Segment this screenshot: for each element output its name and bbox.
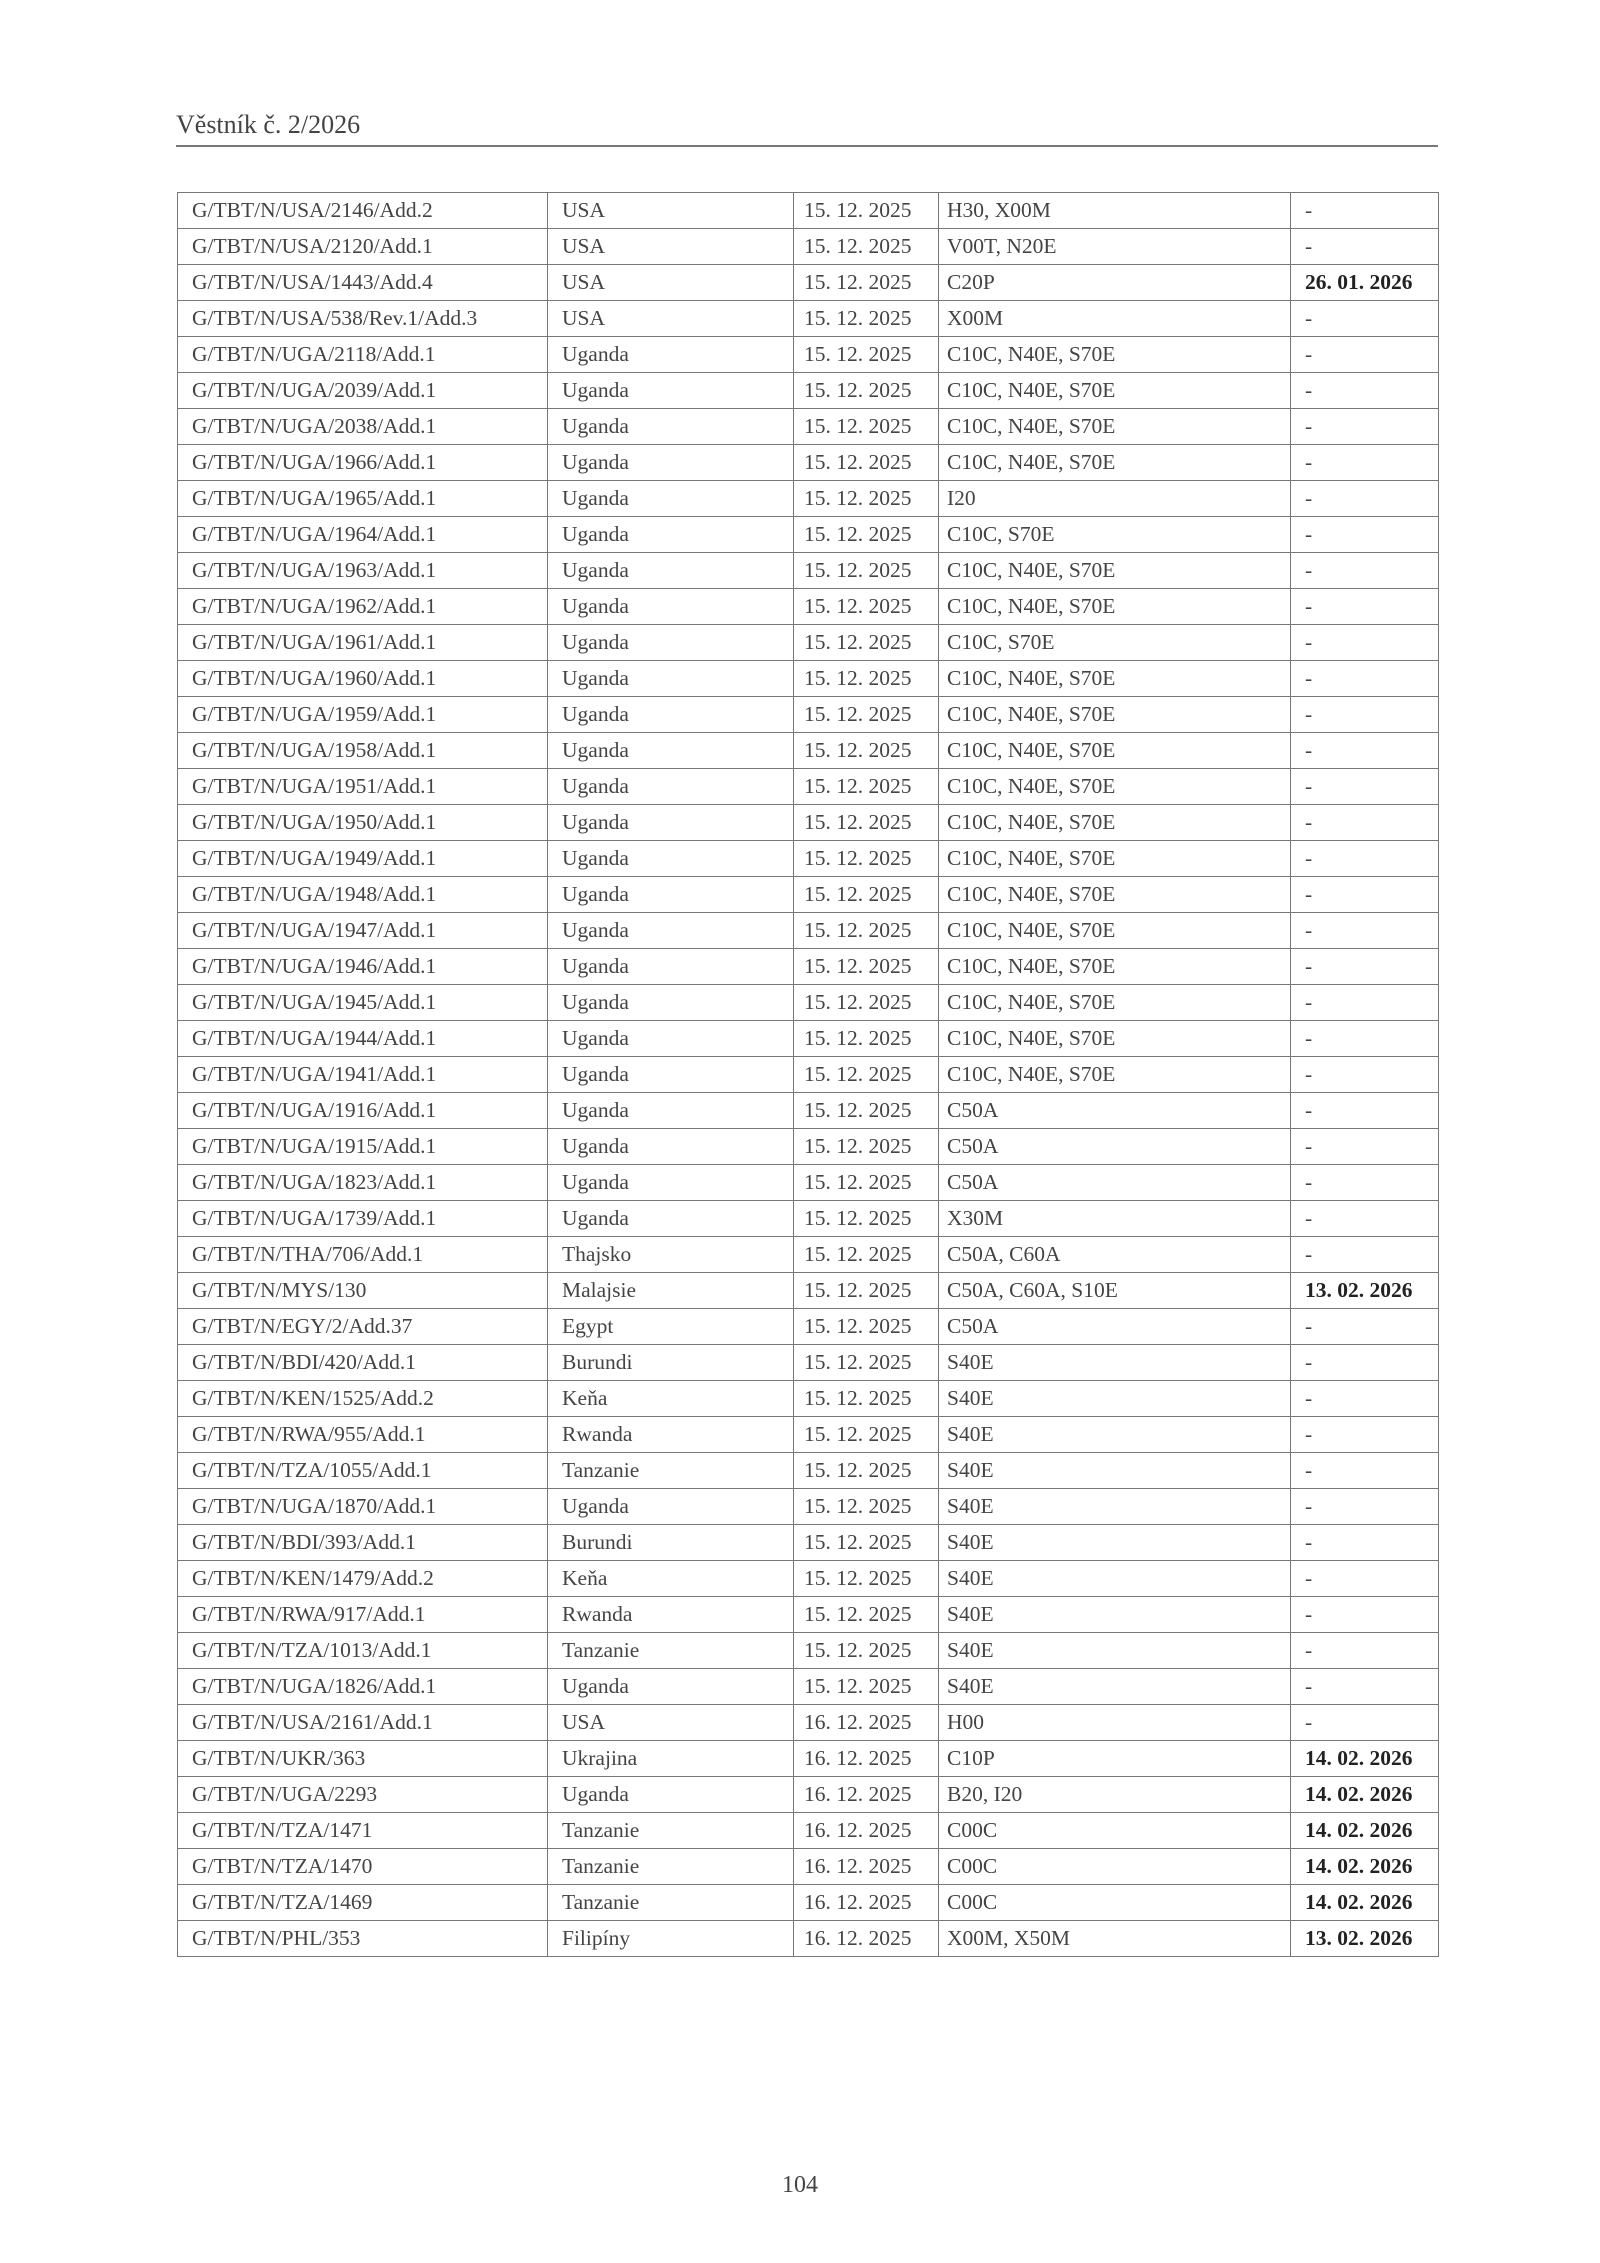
date-cell: 15. 12. 2025	[794, 337, 939, 373]
notification-id-cell: G/TBT/N/UGA/1944/Add.1	[178, 1021, 548, 1057]
country-cell: Keňa	[548, 1561, 794, 1597]
deadline-cell: -	[1291, 409, 1439, 445]
country-cell: Uganda	[548, 913, 794, 949]
date-cell: 15. 12. 2025	[794, 949, 939, 985]
deadline-cell: 26. 01. 2026	[1291, 265, 1439, 301]
date-cell: 15. 12. 2025	[794, 1633, 939, 1669]
date-cell: 15. 12. 2025	[794, 1021, 939, 1057]
notification-id-cell: G/TBT/N/USA/2146/Add.2	[178, 193, 548, 229]
notification-id-cell: G/TBT/N/UGA/1945/Add.1	[178, 985, 548, 1021]
table-row	[178, 949, 1439, 985]
product-codes-cell: C10C, N40E, S70E	[939, 589, 1291, 625]
country-cell: Uganda	[548, 517, 794, 553]
country-cell: Tanzanie	[548, 1885, 794, 1921]
product-codes-cell: X00M, X50M	[939, 1921, 1291, 1957]
notification-id-cell: G/TBT/N/UGA/1947/Add.1	[178, 913, 548, 949]
table-row	[178, 1273, 1439, 1309]
product-codes-cell: C10C, N40E, S70E	[939, 409, 1291, 445]
product-codes-cell: S40E	[939, 1417, 1291, 1453]
country-cell: Uganda	[548, 337, 794, 373]
country-cell: Malajsie	[548, 1273, 794, 1309]
date-cell: 15. 12. 2025	[794, 265, 939, 301]
table-row	[178, 661, 1439, 697]
table-row	[178, 409, 1439, 445]
deadline-cell: -	[1291, 445, 1439, 481]
country-cell: Thajsko	[548, 1237, 794, 1273]
table-row	[178, 1633, 1439, 1669]
product-codes-cell: V00T, N20E	[939, 229, 1291, 265]
country-cell: Uganda	[548, 877, 794, 913]
notification-id-cell: G/TBT/N/MYS/130	[178, 1273, 548, 1309]
date-cell: 16. 12. 2025	[794, 1885, 939, 1921]
notification-id-cell: G/TBT/N/UGA/1964/Add.1	[178, 517, 548, 553]
product-codes-cell: S40E	[939, 1561, 1291, 1597]
notification-id-cell: G/TBT/N/TZA/1469	[178, 1885, 548, 1921]
table-row	[178, 841, 1439, 877]
table-row	[178, 733, 1439, 769]
deadline-cell: 14. 02. 2026	[1291, 1777, 1439, 1813]
deadline-cell: 14. 02. 2026	[1291, 1849, 1439, 1885]
country-cell: USA	[548, 1705, 794, 1741]
notification-id-cell: G/TBT/N/UGA/1826/Add.1	[178, 1669, 548, 1705]
deadline-cell: -	[1291, 1669, 1439, 1705]
notification-id-cell: G/TBT/N/UGA/2118/Add.1	[178, 337, 548, 373]
table-row	[178, 301, 1439, 337]
notification-id-cell: G/TBT/N/TZA/1055/Add.1	[178, 1453, 548, 1489]
notification-id-cell: G/TBT/N/USA/2161/Add.1	[178, 1705, 548, 1741]
deadline-cell: -	[1291, 1597, 1439, 1633]
product-codes-cell: C00C	[939, 1885, 1291, 1921]
notification-id-cell: G/TBT/N/USA/538/Rev.1/Add.3	[178, 301, 548, 337]
date-cell: 15. 12. 2025	[794, 1489, 939, 1525]
country-cell: Egypt	[548, 1309, 794, 1345]
table-row	[178, 625, 1439, 661]
date-cell: 16. 12. 2025	[794, 1741, 939, 1777]
deadline-cell: -	[1291, 553, 1439, 589]
table-row	[178, 1525, 1439, 1561]
table-row	[178, 193, 1439, 229]
notification-id-cell: G/TBT/N/UGA/2293	[178, 1777, 548, 1813]
product-codes-cell: B20, I20	[939, 1777, 1291, 1813]
product-codes-cell: C10C, N40E, S70E	[939, 769, 1291, 805]
product-codes-cell: S40E	[939, 1525, 1291, 1561]
date-cell: 15. 12. 2025	[794, 841, 939, 877]
table-row	[178, 1165, 1439, 1201]
notification-id-cell: G/TBT/N/RWA/917/Add.1	[178, 1597, 548, 1633]
date-cell: 15. 12. 2025	[794, 553, 939, 589]
country-cell: Uganda	[548, 1093, 794, 1129]
date-cell: 15. 12. 2025	[794, 625, 939, 661]
country-cell: USA	[548, 229, 794, 265]
date-cell: 15. 12. 2025	[794, 1057, 939, 1093]
product-codes-cell: C10C, N40E, S70E	[939, 337, 1291, 373]
deadline-cell: -	[1291, 985, 1439, 1021]
product-codes-cell: C50A	[939, 1165, 1291, 1201]
date-cell: 15. 12. 2025	[794, 1561, 939, 1597]
notification-id-cell: G/TBT/N/UGA/2038/Add.1	[178, 409, 548, 445]
product-codes-cell: C10C, N40E, S70E	[939, 553, 1291, 589]
notification-id-cell: G/TBT/N/UGA/1823/Add.1	[178, 1165, 548, 1201]
country-cell: Uganda	[548, 661, 794, 697]
page-number: 104	[782, 2172, 818, 2198]
date-cell: 15. 12. 2025	[794, 1669, 939, 1705]
deadline-cell: -	[1291, 1237, 1439, 1273]
country-cell: Uganda	[548, 985, 794, 1021]
date-cell: 15. 12. 2025	[794, 229, 939, 265]
notification-id-cell: G/TBT/N/UGA/1949/Add.1	[178, 841, 548, 877]
country-cell: Tanzanie	[548, 1813, 794, 1849]
deadline-cell: -	[1291, 1417, 1439, 1453]
table-row	[178, 1813, 1439, 1849]
notification-id-cell: G/TBT/N/UGA/1739/Add.1	[178, 1201, 548, 1237]
deadline-cell: -	[1291, 841, 1439, 877]
date-cell: 15. 12. 2025	[794, 1309, 939, 1345]
product-codes-cell: X30M	[939, 1201, 1291, 1237]
date-cell: 16. 12. 2025	[794, 1813, 939, 1849]
table-row	[178, 373, 1439, 409]
product-codes-cell: I20	[939, 481, 1291, 517]
table-row	[178, 1093, 1439, 1129]
product-codes-cell: C10C, N40E, S70E	[939, 733, 1291, 769]
notification-id-cell: G/TBT/N/TZA/1013/Add.1	[178, 1633, 548, 1669]
notification-id-cell: G/TBT/N/TZA/1470	[178, 1849, 548, 1885]
notification-id-cell: G/TBT/N/UGA/1941/Add.1	[178, 1057, 548, 1093]
table-row	[178, 1669, 1439, 1705]
deadline-cell: 13. 02. 2026	[1291, 1921, 1439, 1957]
country-cell: Uganda	[548, 1021, 794, 1057]
country-cell: Burundi	[548, 1345, 794, 1381]
date-cell: 15. 12. 2025	[794, 877, 939, 913]
notification-id-cell: G/TBT/N/UGA/1958/Add.1	[178, 733, 548, 769]
date-cell: 15. 12. 2025	[794, 193, 939, 229]
date-cell: 15. 12. 2025	[794, 1129, 939, 1165]
product-codes-cell: C10C, N40E, S70E	[939, 985, 1291, 1021]
table-row	[178, 1777, 1439, 1813]
notification-id-cell: G/TBT/N/PHL/353	[178, 1921, 548, 1957]
product-codes-cell: C10C, N40E, S70E	[939, 661, 1291, 697]
table-row	[178, 1453, 1439, 1489]
date-cell: 15. 12. 2025	[794, 1201, 939, 1237]
table-row	[178, 445, 1439, 481]
notification-id-cell: G/TBT/N/UGA/1963/Add.1	[178, 553, 548, 589]
date-cell: 15. 12. 2025	[794, 445, 939, 481]
notification-id-cell: G/TBT/N/KEN/1525/Add.2	[178, 1381, 548, 1417]
notifications-table	[177, 192, 1439, 1957]
table-row	[178, 1921, 1439, 1957]
product-codes-cell: C10C, N40E, S70E	[939, 877, 1291, 913]
table-row	[178, 1597, 1439, 1633]
notification-id-cell: G/TBT/N/UGA/1959/Add.1	[178, 697, 548, 733]
country-cell: Uganda	[548, 445, 794, 481]
date-cell: 15. 12. 2025	[794, 697, 939, 733]
product-codes-cell: C10P	[939, 1741, 1291, 1777]
deadline-cell: -	[1291, 697, 1439, 733]
deadline-cell: -	[1291, 301, 1439, 337]
product-codes-cell: C10C, N40E, S70E	[939, 445, 1291, 481]
date-cell: 15. 12. 2025	[794, 1345, 939, 1381]
product-codes-cell: H30, X00M	[939, 193, 1291, 229]
date-cell: 15. 12. 2025	[794, 373, 939, 409]
table-row	[178, 913, 1439, 949]
country-cell: USA	[548, 193, 794, 229]
notification-id-cell: G/TBT/N/UGA/1961/Add.1	[178, 625, 548, 661]
date-cell: 15. 12. 2025	[794, 913, 939, 949]
deadline-cell: 14. 02. 2026	[1291, 1813, 1439, 1849]
date-cell: 15. 12. 2025	[794, 1165, 939, 1201]
table-row	[178, 265, 1439, 301]
notification-id-cell: G/TBT/N/UGA/1966/Add.1	[178, 445, 548, 481]
notification-id-cell: G/TBT/N/TZA/1471	[178, 1813, 548, 1849]
country-cell: Uganda	[548, 1489, 794, 1525]
table-row	[178, 1345, 1439, 1381]
notification-id-cell: G/TBT/N/BDI/393/Add.1	[178, 1525, 548, 1561]
date-cell: 15. 12. 2025	[794, 517, 939, 553]
product-codes-cell: H00	[939, 1705, 1291, 1741]
deadline-cell: -	[1291, 1705, 1439, 1741]
country-cell: Uganda	[548, 841, 794, 877]
deadline-cell: -	[1291, 1381, 1439, 1417]
product-codes-cell: C10C, N40E, S70E	[939, 697, 1291, 733]
date-cell: 15. 12. 2025	[794, 805, 939, 841]
table-row	[178, 1705, 1439, 1741]
deadline-cell: -	[1291, 337, 1439, 373]
country-cell: Rwanda	[548, 1417, 794, 1453]
date-cell: 16. 12. 2025	[794, 1777, 939, 1813]
product-codes-cell: S40E	[939, 1345, 1291, 1381]
table-row	[178, 1741, 1439, 1777]
product-codes-cell: C10C, N40E, S70E	[939, 913, 1291, 949]
product-codes-cell: C10C, S70E	[939, 625, 1291, 661]
notification-id-cell: G/TBT/N/KEN/1479/Add.2	[178, 1561, 548, 1597]
date-cell: 15. 12. 2025	[794, 733, 939, 769]
date-cell: 16. 12. 2025	[794, 1921, 939, 1957]
table-row	[178, 1381, 1439, 1417]
country-cell: Burundi	[548, 1525, 794, 1561]
product-codes-cell: C50A	[939, 1129, 1291, 1165]
table-row	[178, 1201, 1439, 1237]
deadline-cell: -	[1291, 949, 1439, 985]
product-codes-cell: C10C, N40E, S70E	[939, 841, 1291, 877]
product-codes-cell: C10C, N40E, S70E	[939, 373, 1291, 409]
table-row	[178, 985, 1439, 1021]
deadline-cell: -	[1291, 1453, 1439, 1489]
deadline-cell: -	[1291, 1093, 1439, 1129]
deadline-cell: -	[1291, 877, 1439, 913]
deadline-cell: -	[1291, 193, 1439, 229]
table-row	[178, 1417, 1439, 1453]
product-codes-cell: C00C	[939, 1849, 1291, 1885]
notification-id-cell: G/TBT/N/UGA/1965/Add.1	[178, 481, 548, 517]
country-cell: Uganda	[548, 769, 794, 805]
notification-id-cell: G/TBT/N/UGA/2039/Add.1	[178, 373, 548, 409]
notification-id-cell: G/TBT/N/THA/706/Add.1	[178, 1237, 548, 1273]
country-cell: Filipíny	[548, 1921, 794, 1957]
product-codes-cell: S40E	[939, 1381, 1291, 1417]
date-cell: 15. 12. 2025	[794, 1381, 939, 1417]
notification-id-cell: G/TBT/N/UKR/363	[178, 1741, 548, 1777]
deadline-cell: -	[1291, 913, 1439, 949]
date-cell: 15. 12. 2025	[794, 1525, 939, 1561]
product-codes-cell: C20P	[939, 265, 1291, 301]
deadline-cell: -	[1291, 229, 1439, 265]
date-cell: 15. 12. 2025	[794, 589, 939, 625]
date-cell: 15. 12. 2025	[794, 1093, 939, 1129]
table-row	[178, 229, 1439, 265]
deadline-cell: -	[1291, 1525, 1439, 1561]
country-cell: Rwanda	[548, 1597, 794, 1633]
country-cell: Uganda	[548, 1165, 794, 1201]
table-row	[178, 1489, 1439, 1525]
table-row	[178, 805, 1439, 841]
country-cell: Uganda	[548, 733, 794, 769]
notification-id-cell: G/TBT/N/UGA/1951/Add.1	[178, 769, 548, 805]
table-row	[178, 1021, 1439, 1057]
product-codes-cell: S40E	[939, 1489, 1291, 1525]
product-codes-cell: S40E	[939, 1597, 1291, 1633]
deadline-cell: -	[1291, 625, 1439, 661]
product-codes-cell: C50A, C60A, S10E	[939, 1273, 1291, 1309]
country-cell: Uganda	[548, 373, 794, 409]
deadline-cell: -	[1291, 1345, 1439, 1381]
notification-id-cell: G/TBT/N/USA/2120/Add.1	[178, 229, 548, 265]
date-cell: 15. 12. 2025	[794, 1453, 939, 1489]
date-cell: 15. 12. 2025	[794, 769, 939, 805]
notification-id-cell: G/TBT/N/BDI/420/Add.1	[178, 1345, 548, 1381]
table-row	[178, 517, 1439, 553]
product-codes-cell: S40E	[939, 1453, 1291, 1489]
country-cell: Uganda	[548, 1057, 794, 1093]
notification-id-cell: G/TBT/N/USA/1443/Add.4	[178, 265, 548, 301]
product-codes-cell: C10C, S70E	[939, 517, 1291, 553]
country-cell: USA	[548, 301, 794, 337]
country-cell: Uganda	[548, 481, 794, 517]
date-cell: 15. 12. 2025	[794, 661, 939, 697]
product-codes-cell: C50A	[939, 1093, 1291, 1129]
country-cell: Uganda	[548, 697, 794, 733]
product-codes-cell: S40E	[939, 1669, 1291, 1705]
table-row	[178, 769, 1439, 805]
country-cell: Ukrajina	[548, 1741, 794, 1777]
table-row	[178, 337, 1439, 373]
table-row	[178, 1849, 1439, 1885]
country-cell: Uganda	[548, 589, 794, 625]
country-cell: Tanzanie	[548, 1453, 794, 1489]
country-cell: Uganda	[548, 409, 794, 445]
deadline-cell: 14. 02. 2026	[1291, 1741, 1439, 1777]
product-codes-cell: C00C	[939, 1813, 1291, 1849]
date-cell: 15. 12. 2025	[794, 481, 939, 517]
deadline-cell: -	[1291, 1129, 1439, 1165]
notification-id-cell: G/TBT/N/UGA/1870/Add.1	[178, 1489, 548, 1525]
notification-id-cell: G/TBT/N/UGA/1916/Add.1	[178, 1093, 548, 1129]
date-cell: 16. 12. 2025	[794, 1705, 939, 1741]
header-divider	[176, 145, 1438, 147]
table-row	[178, 877, 1439, 913]
product-codes-cell: S40E	[939, 1633, 1291, 1669]
table-row	[178, 1237, 1439, 1273]
country-cell: Uganda	[548, 553, 794, 589]
deadline-cell: -	[1291, 1165, 1439, 1201]
deadline-cell: 13. 02. 2026	[1291, 1273, 1439, 1309]
deadline-cell: -	[1291, 517, 1439, 553]
deadline-cell: -	[1291, 1057, 1439, 1093]
table-row	[178, 1309, 1439, 1345]
deadline-cell: -	[1291, 589, 1439, 625]
deadline-cell: -	[1291, 1201, 1439, 1237]
deadline-cell: -	[1291, 1633, 1439, 1669]
notification-id-cell: G/TBT/N/UGA/1948/Add.1	[178, 877, 548, 913]
product-codes-cell: C10C, N40E, S70E	[939, 1057, 1291, 1093]
table-row	[178, 1057, 1439, 1093]
product-codes-cell: C50A, C60A	[939, 1237, 1291, 1273]
notification-id-cell: G/TBT/N/UGA/1946/Add.1	[178, 949, 548, 985]
date-cell: 16. 12. 2025	[794, 1849, 939, 1885]
table-row	[178, 553, 1439, 589]
deadline-cell: -	[1291, 1021, 1439, 1057]
deadline-cell: -	[1291, 1489, 1439, 1525]
deadline-cell: -	[1291, 769, 1439, 805]
notification-id-cell: G/TBT/N/RWA/955/Add.1	[178, 1417, 548, 1453]
deadline-cell: -	[1291, 481, 1439, 517]
date-cell: 15. 12. 2025	[794, 1273, 939, 1309]
product-codes-cell: C10C, N40E, S70E	[939, 805, 1291, 841]
deadline-cell: -	[1291, 661, 1439, 697]
notification-id-cell: G/TBT/N/UGA/1962/Add.1	[178, 589, 548, 625]
country-cell: Uganda	[548, 1129, 794, 1165]
country-cell: Tanzanie	[548, 1633, 794, 1669]
date-cell: 15. 12. 2025	[794, 1597, 939, 1633]
notification-id-cell: G/TBT/N/UGA/1960/Add.1	[178, 661, 548, 697]
deadline-cell: -	[1291, 1561, 1439, 1597]
date-cell: 15. 12. 2025	[794, 1237, 939, 1273]
table-row	[178, 697, 1439, 733]
deadline-cell: -	[1291, 373, 1439, 409]
product-codes-cell: C10C, N40E, S70E	[939, 949, 1291, 985]
product-codes-cell: C50A	[939, 1309, 1291, 1345]
country-cell: Uganda	[548, 1669, 794, 1705]
table-row	[178, 1129, 1439, 1165]
deadline-cell: -	[1291, 1309, 1439, 1345]
page-header-title: Věstník č. 2/2026	[176, 110, 361, 139]
product-codes-cell: X00M	[939, 301, 1291, 337]
table-row	[178, 1561, 1439, 1597]
date-cell: 15. 12. 2025	[794, 1417, 939, 1453]
date-cell: 15. 12. 2025	[794, 409, 939, 445]
table-row	[178, 481, 1439, 517]
notification-id-cell: G/TBT/N/UGA/1950/Add.1	[178, 805, 548, 841]
country-cell: Uganda	[548, 1201, 794, 1237]
deadline-cell: 14. 02. 2026	[1291, 1885, 1439, 1921]
table-row	[178, 589, 1439, 625]
date-cell: 15. 12. 2025	[794, 301, 939, 337]
country-cell: Uganda	[548, 949, 794, 985]
deadline-cell: -	[1291, 805, 1439, 841]
notification-id-cell: G/TBT/N/UGA/1915/Add.1	[178, 1129, 548, 1165]
deadline-cell: -	[1291, 733, 1439, 769]
notification-id-cell: G/TBT/N/EGY/2/Add.37	[178, 1309, 548, 1345]
country-cell: Uganda	[548, 625, 794, 661]
country-cell: Uganda	[548, 1777, 794, 1813]
country-cell: Uganda	[548, 805, 794, 841]
country-cell: Keňa	[548, 1381, 794, 1417]
date-cell: 15. 12. 2025	[794, 985, 939, 1021]
country-cell: Tanzanie	[548, 1849, 794, 1885]
table-row	[178, 1885, 1439, 1921]
country-cell: USA	[548, 265, 794, 301]
product-codes-cell: C10C, N40E, S70E	[939, 1021, 1291, 1057]
